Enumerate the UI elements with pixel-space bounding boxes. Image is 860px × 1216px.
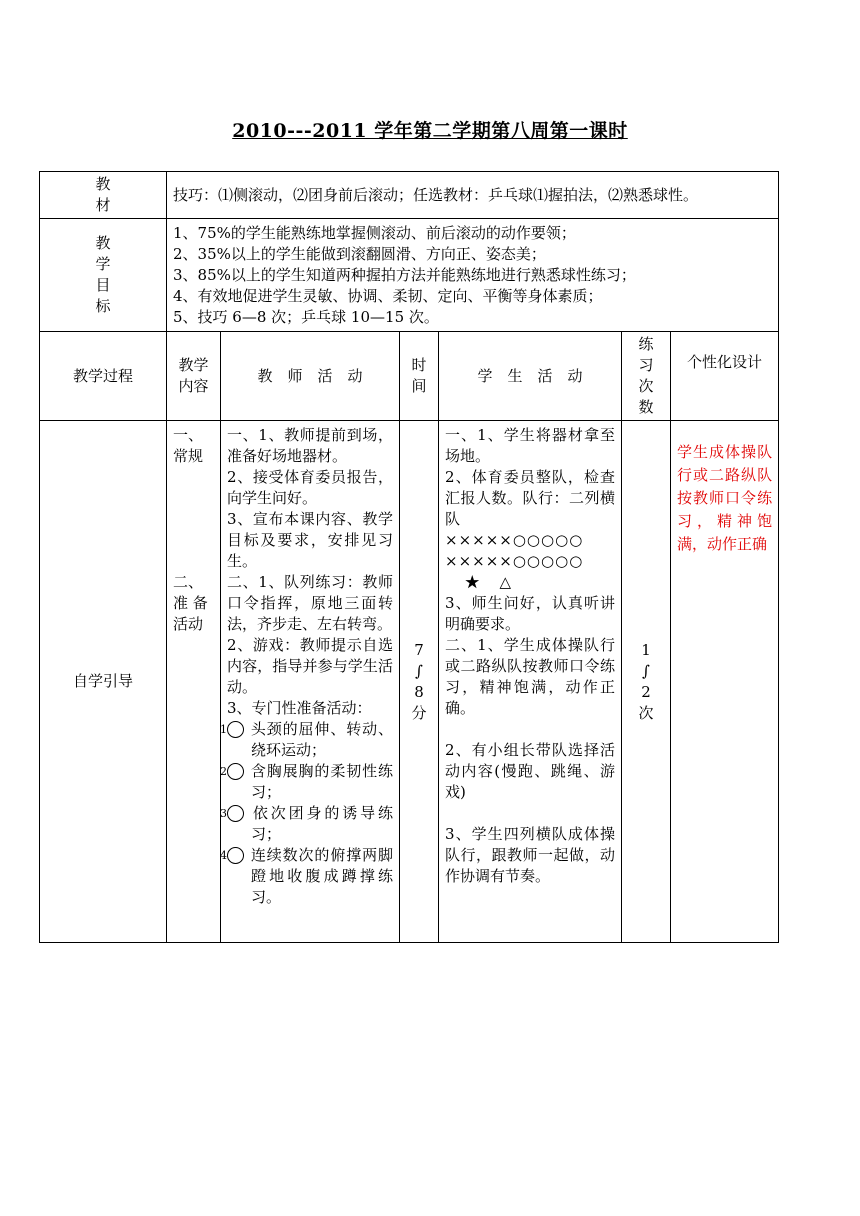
process-cell: 自学引导 — [40, 421, 167, 943]
student-step: 一、1、学生将器材拿至场地。 — [445, 426, 615, 465]
teacher-substep: 4 连续数次的俯撑两脚蹬地收腹成蹲撑练习。 — [220, 846, 393, 906]
time-cell: 7 ∫ 8 分 — [400, 421, 439, 943]
materials-label: 教 材 — [40, 172, 167, 219]
student-step: 2、有小组长带队选择活动内容(慢跑、跳绳、游戏) — [445, 741, 615, 801]
goal-item: 3、85%以上的学生知道两种握拍方法并能熟练地进行熟悉球性练习； — [173, 265, 636, 284]
teacher-substep: 2 含胸展胸的柔韧性练习； — [220, 762, 393, 801]
goals-label: 教 学 目 标 — [40, 219, 167, 332]
student-step: 2、体育委员整队，检查汇报人数。队行：二列横队 — [445, 468, 615, 528]
header-teacher: 教 师 活 动 — [221, 332, 400, 421]
goal-item: 4、有效地促进学生灵敏、协调、柔韧、定向、平衡等身体素质； — [173, 286, 603, 305]
reps-cell: 1 ∫ 2 次 — [622, 421, 671, 943]
formation-row: ×××××○○○○○ — [445, 552, 584, 570]
student-step: 3、学生四列横队成体操队行，跟教师一起做，动作协调有节奏。 — [445, 825, 615, 885]
materials-row — [40, 172, 779, 219]
design-note: 学生成体操队行或二路纵队按教师口令练习，精神饱满，动作正确 — [677, 443, 773, 553]
teacher-substep: 1 头颈的屈伸、转动、绕环运动； — [220, 720, 393, 759]
content-cell: 一、 常规 二、 准 备 活动 — [167, 421, 221, 943]
teacher-step: 二、1、队列练习：教师口令指挥，原地三面转法，齐步走、左右转弯。 — [227, 573, 393, 633]
header-row — [40, 332, 779, 421]
student-activity-cell — [439, 421, 622, 943]
formation-markers: ★ △ — [445, 573, 512, 591]
formation-row: ×××××○○○○○ — [445, 531, 584, 549]
teacher-step: 3、宣布本课内容、教学目标及要求，安排见习生。 — [227, 510, 393, 570]
design-cell — [671, 421, 779, 943]
self-study-row — [40, 421, 779, 943]
header-process: 教学过程 — [40, 332, 167, 421]
goal-item: 5、技巧 6—8 次；乒乓球 10—15 次。 — [173, 307, 439, 326]
student-step: 3、师生问好，认真听讲明确要求。 — [445, 594, 615, 633]
goal-item: 1、75%的学生能熟练地掌握侧滚动、前后滚动的动作要领； — [173, 223, 576, 242]
circled-number: 3 — [227, 805, 244, 822]
goals-row — [40, 219, 779, 332]
teacher-step: 2、游戏：教师提示自选内容，指导并参与学生活动。 — [227, 636, 393, 696]
header-reps: 练 习 次 数 — [622, 332, 671, 421]
header-time: 时 间 — [400, 332, 439, 421]
teacher-step: 一、1、教师提前到场，准备好场地器材。 — [227, 426, 393, 465]
header-design: 个性化设计 — [671, 332, 779, 421]
student-step: 二、1、学生成体操队行或二路纵队按教师口令练习，精神饱满，动作正确。 — [445, 636, 615, 717]
teacher-substep: 3 依次团身的诱导练习； — [220, 804, 393, 843]
materials-content: 技巧：⑴侧滚动，⑵团身前后滚动；任选教材：乒乓球⑴握拍法，⑵熟悉球性。 — [167, 172, 779, 219]
teacher-step: 3、专门性准备活动： — [227, 699, 372, 717]
circled-number: 1 — [227, 721, 244, 738]
header-student: 学 生 活 动 — [439, 332, 622, 421]
goals-list — [167, 219, 779, 332]
teacher-step: 2、接受体育委员报告，向学生问好。 — [227, 468, 393, 507]
circled-number: 2 — [227, 763, 244, 780]
circled-number: 4 — [227, 847, 244, 864]
teacher-activity-cell — [221, 421, 400, 943]
header-content: 教学 内容 — [167, 332, 221, 421]
page-title: 2010---2011 学年第二学期第八周第一课时 — [232, 120, 628, 142]
lesson-plan-table — [39, 171, 779, 943]
goal-item: 2、35%以上的学生能做到滚翻圆滑、方向正、姿态美； — [173, 244, 546, 263]
